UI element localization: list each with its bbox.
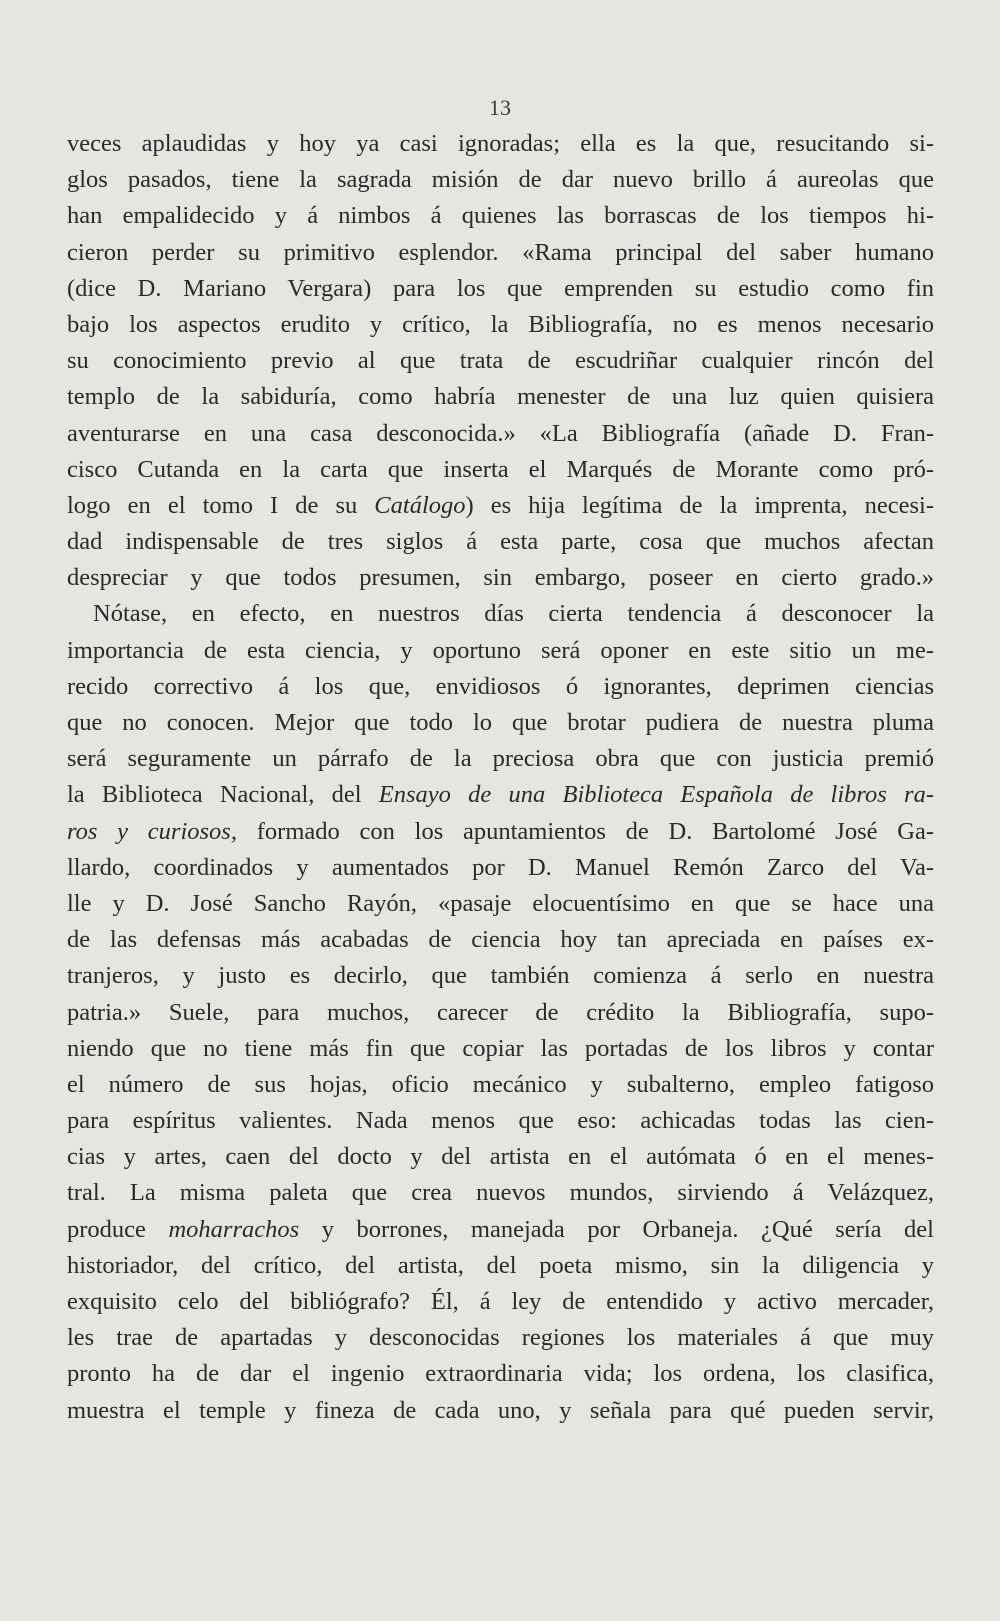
text-segment: logo en el tomo I de su (67, 491, 375, 519)
text-segment: pronto ha de dar el ingenio extraordinaria vida; los ordena, los clasifica, (67, 1360, 934, 1388)
text-line (67, 524, 934, 560)
text-segment: patria.» Suele, para muchos, carecer de crédito la Bibliografía, supo- (67, 998, 934, 1026)
text-line (67, 162, 934, 198)
text-segment: que no conocen. Mejor que todo lo que brotar pudiera de nuestra pluma (67, 709, 934, 736)
text-segment: tral. La misma paleta que crea nuevos mundos, sirviendo á Velázquez, (67, 1179, 934, 1207)
text-line (67, 1248, 934, 1284)
body-text (67, 126, 934, 1429)
italic-text: moharrachos (168, 1215, 300, 1243)
text-line (67, 1212, 934, 1248)
text-line (67, 814, 934, 850)
text-segment: (dice D. Mariano Vergara) para los que emprenden su estudio como fin (67, 274, 934, 302)
text-segment: importancia de esta ciencia, y oportuno será oponer en este sitio un me- (67, 636, 934, 664)
text-line (67, 850, 934, 886)
text-segment: cisco Cutanda en la carta que inserta el Marqués de Morante como pró- (67, 455, 934, 483)
text-segment: formado con los apuntamientos de D. Bartolomé José Ga- (236, 817, 934, 845)
text-segment: aventurarse en una casa desconocida.» «La Bibliografía (añade D. Fran- (67, 419, 934, 447)
text-line (67, 1356, 934, 1392)
text-line (67, 488, 934, 524)
text-segment: exquisito celo del bibliógrafo? Él, á ley de entendido y activo mercader, (67, 1288, 934, 1315)
text-line (67, 271, 934, 307)
text-segment: despreciar y que todos presumen, sin embargo, poseer en cierto grado.» (67, 564, 934, 592)
text-line (67, 1067, 934, 1103)
text-line (67, 1320, 934, 1356)
text-line (67, 958, 934, 994)
text-line (67, 560, 934, 596)
text-segment: tranjeros, y justo es decirlo, que también comienza á serlo en nuestra (67, 962, 934, 990)
italic-text: Ensayo de una Biblioteca Española de libros ra- (378, 781, 934, 809)
text-segment: la Biblioteca Nacional, del (67, 781, 379, 809)
text-segment: de las defensas más acabadas de ciencia hoy tan apreciada en países ex- (67, 926, 934, 954)
text-line (67, 416, 934, 452)
page-number: 13 (489, 95, 511, 120)
text-segment: han empalidecido y á nimbos á quienes las borrascas de los tiempos hi- (67, 202, 934, 230)
italic-text: ros y curiosos, (67, 817, 237, 845)
text-segment: produce (67, 1215, 169, 1243)
text-segment: veces aplaudidas y hoy ya casi ignoradas; ella es la que, resucitando si- (67, 130, 934, 157)
text-line (67, 1139, 934, 1175)
text-line (67, 235, 934, 271)
text-line (67, 1393, 934, 1429)
text-line (67, 1031, 934, 1067)
text-line (67, 886, 934, 922)
text-line (67, 379, 934, 415)
text-segment: muestra el temple y fineza de cada uno, y señala para qué pueden servir, (67, 1396, 934, 1424)
text-line (67, 198, 934, 234)
text-line (67, 1103, 934, 1139)
text-segment: historiador, del crítico, del artista, del poeta mismo, sin la diligencia y (67, 1251, 934, 1279)
text-line (67, 669, 934, 705)
text-segment: glos pasados, tiene la sagrada misión de dar nuevo brillo á aureolas que (67, 166, 934, 194)
text-line (67, 1284, 934, 1320)
text-line (67, 922, 934, 958)
text-segment: recido correctivo á los que, envidiosos ó ignorantes, deprimen ciencias (67, 672, 934, 700)
text-line (67, 995, 934, 1031)
text-line (67, 307, 934, 343)
text-line (67, 777, 934, 813)
text-segment: para espíritus valientes. Nada menos que eso: achicadas todas las cien- (67, 1107, 934, 1135)
italic-text: Catálogo (374, 491, 466, 519)
text-line (67, 452, 934, 488)
text-line (67, 741, 934, 777)
text-segment: será seguramente un párrafo de la preciosa obra que con justicia premió (67, 745, 934, 773)
text-segment: lle y D. José Sancho Rayón, «pasaje elocuentísimo en que se hace una (67, 889, 934, 917)
text-line (67, 633, 934, 669)
text-segment: llardo, coordinados y aumentados por D. Manuel Remón Zarco del Va- (67, 853, 934, 881)
text-segment: dad indispensable de tres siglos á esta parte, cosa que muchos afectan (67, 528, 934, 556)
text-segment: bajo los aspectos erudito y crítico, la Bibliografía, no es menos necesario (67, 310, 934, 338)
text-segment: cieron perder su primitivo esplendor. «Rama principal del saber humano (67, 238, 934, 266)
text-segment: cias y artes, caen del docto y del artista en el autómata ó en el menes- (67, 1143, 934, 1171)
text-segment: su conocimiento previo al que trata de escudriñar cualquier rincón del (67, 347, 934, 375)
text-segment: ) es hija legítima de la imprenta, necesi- (465, 491, 934, 519)
text-segment: y borrones, manejada por Orbaneja. ¿Qué sería del (299, 1215, 934, 1243)
text-line (67, 705, 934, 741)
text-segment: niendo que no tiene más fin que copiar las portadas de los libros y contar (67, 1034, 934, 1062)
text-line (67, 126, 934, 162)
text-line (67, 596, 934, 632)
text-segment: el número de sus hojas, oficio mecánico y subalterno, empleo fatigoso (67, 1070, 934, 1098)
text-line (67, 343, 934, 379)
text-segment: les trae de apartadas y desconocidas regiones los materiales á que muy (67, 1324, 934, 1352)
text-segment: templo de la sabiduría, como habría menester de una luz quien quisiera (67, 383, 934, 411)
text-line (67, 1175, 934, 1211)
text-segment: Nótase, en efecto, en nuestros días cierta tendencia á desconocer la (93, 600, 934, 628)
